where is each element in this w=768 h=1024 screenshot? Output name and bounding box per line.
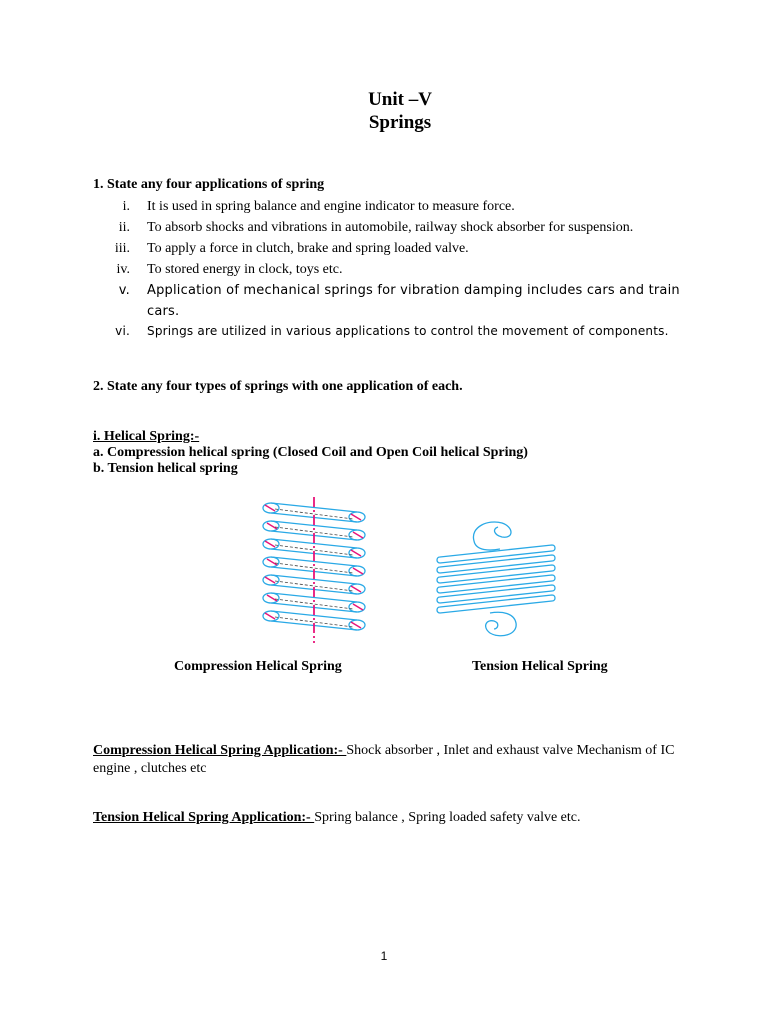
list-item-number: vi. (115, 324, 130, 338)
list-item-text: To apply a force in clutch, brake and spring loaded valve. (147, 241, 469, 256)
list-item-number: iv. (116, 262, 130, 277)
question-1-heading: 1. State any four applications of spring (93, 177, 325, 192)
list-item-number: ii. (118, 220, 130, 235)
page-number: 1 (380, 949, 388, 963)
list-item-number: iii. (114, 241, 130, 256)
tension-application-label: Tension Helical Spring Application:- (93, 810, 315, 825)
list-item-number: i. (122, 199, 130, 214)
question-2-heading: 2. State any four types of springs with one application of each. (93, 379, 463, 394)
compression-subheading: a. Compression helical spring (Closed Coil and Open Coil helical Spring) (93, 445, 528, 460)
tension-subheading: b. Tension helical spring (93, 461, 238, 476)
unit-title: Unit –V (368, 89, 432, 110)
list-item-number: v. (118, 283, 130, 298)
tension-spring-caption: Tension Helical Spring (472, 659, 608, 674)
tension-application-text: Spring balance , Spring loaded safety valve etc. (314, 810, 581, 825)
topic-title: Springs (368, 112, 432, 133)
list-item-text: Application of mechanical springs for vibration damping includes cars and train cars. (147, 283, 680, 319)
compression-spring-caption: Compression Helical Spring (174, 659, 342, 674)
compression-application-label: Compression Helical Spring Application:- (93, 743, 347, 758)
list-item-text: Springs are utilized in various applications to control the movement of components. (147, 324, 669, 338)
list-item-text: It is used in spring balance and engine indicator to measure force. (147, 199, 515, 214)
compression-application-text: Shock absorber , Inlet and exhaust valve Mechanism of IC engine , clutches etc (93, 743, 675, 776)
compression-spring-figure (255, 495, 375, 645)
tension-application-paragraph (93, 809, 713, 827)
list-item-text: To absorb shocks and vibrations in automobile, railway shock absorber for suspension. (147, 220, 634, 235)
helical-spring-heading: i. Helical Spring:- (93, 429, 200, 444)
list-item-text: To stored energy in clock, toys etc. (147, 262, 343, 277)
compression-application-paragraph (93, 742, 713, 778)
tension-spring-figure (430, 515, 560, 640)
